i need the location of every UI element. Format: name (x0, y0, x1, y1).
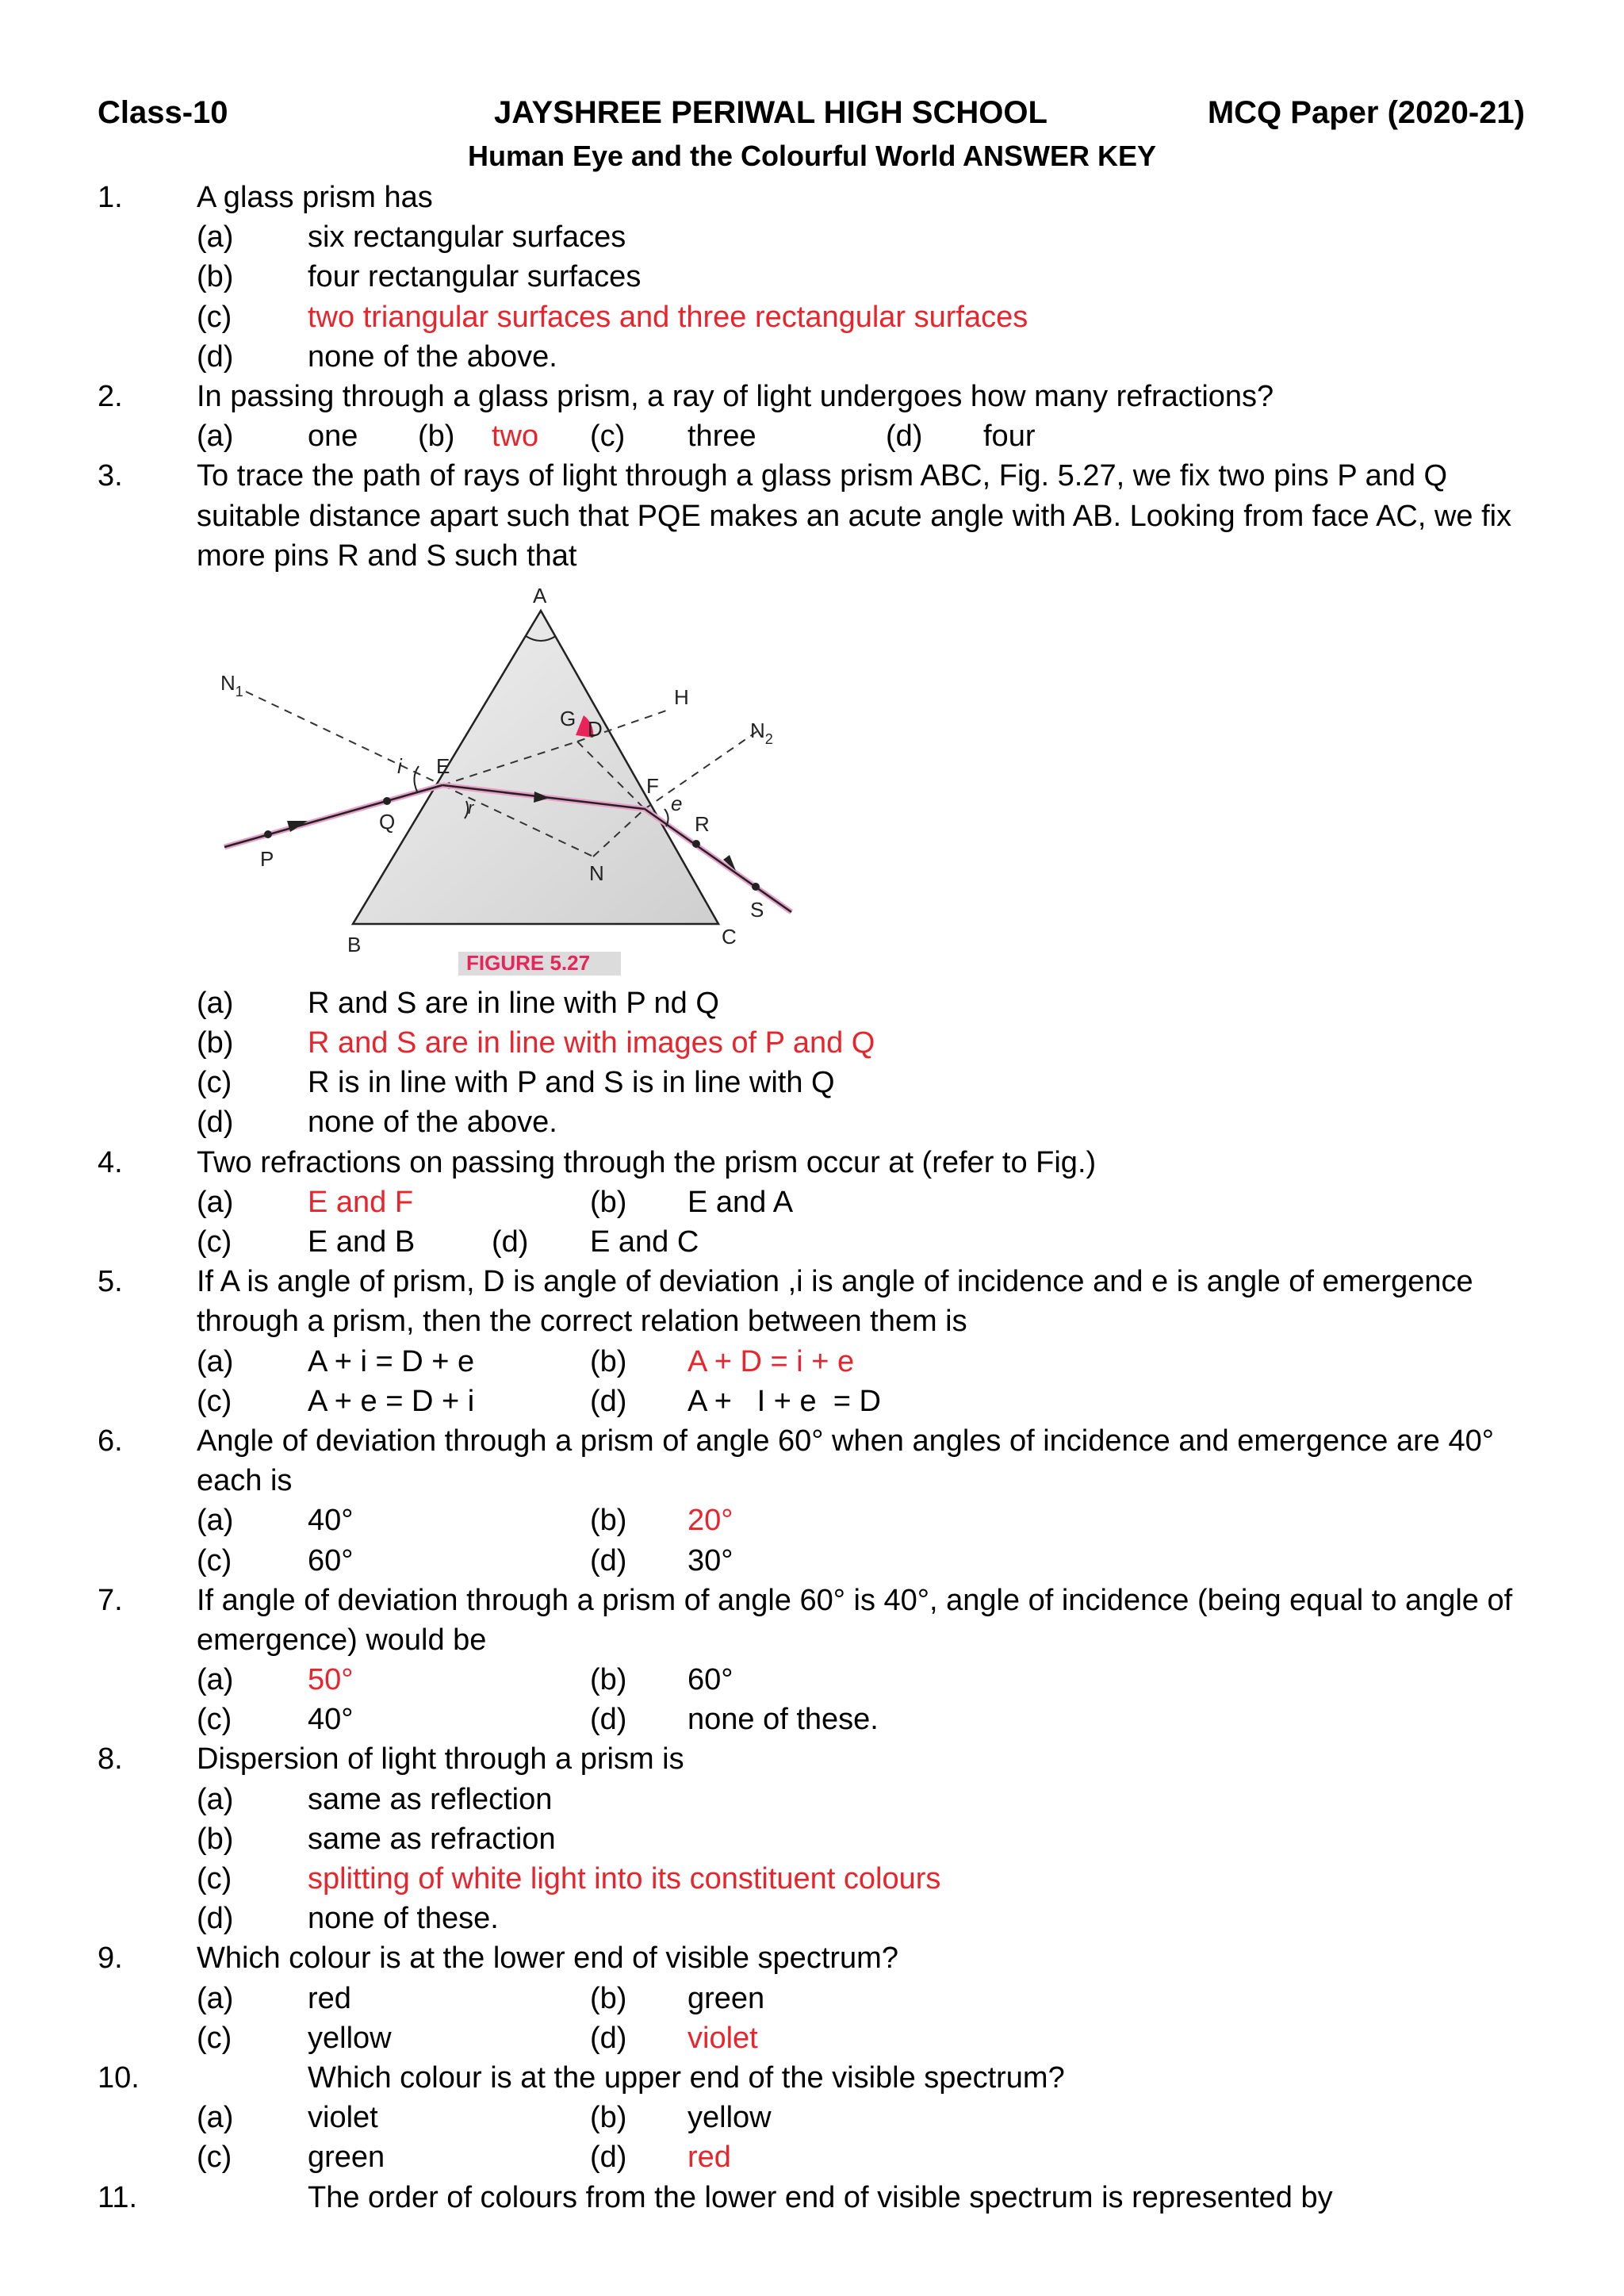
option-label: (c) (197, 1066, 232, 1100)
option-row (0, 2098, 1624, 2137)
question-text: If A is angle of prism, D is angle of deviation ,i is angle of incidence and e is angle of emergence (197, 1265, 1473, 1299)
correct-answer: red (688, 2141, 731, 2175)
question-text: emergence) would be (197, 1623, 487, 1657)
question-number: 5. (98, 1265, 123, 1299)
question-9 (0, 1938, 1624, 1978)
label-i: i (397, 753, 402, 778)
option-row (0, 2137, 1624, 2177)
option-row (0, 1819, 1624, 1859)
page-subtitle: Human Eye and the Colourful World ANSWER KEY (467, 140, 1157, 172)
option-text: one (308, 420, 358, 454)
option-label: (b) (590, 1981, 627, 2015)
question-text-line (0, 1620, 1624, 1660)
label-r-angle: r (468, 797, 474, 818)
option-text: 60° (308, 1543, 354, 1577)
question-1 (0, 178, 1624, 217)
option-label: (d) (197, 339, 234, 374)
label-p: P (260, 846, 274, 871)
option-row (0, 1182, 1624, 1222)
label-h: H (674, 684, 689, 709)
paper-title: MCQ Paper (2020-21) (1207, 95, 1525, 130)
option-row (0, 1382, 1624, 1421)
option-text: 40° (308, 1703, 354, 1737)
question-text: more pins R and S such that (197, 539, 577, 573)
label-q: Q (379, 809, 396, 834)
option-text: none of the above. (308, 1106, 557, 1140)
option-label: (b) (197, 260, 234, 294)
option-text: violet (308, 2101, 378, 2135)
correct-answer: 20° (688, 1504, 733, 1538)
option-label: (c) (590, 420, 626, 454)
label-e-angle: e (671, 791, 683, 815)
option-row (0, 1979, 1624, 2018)
option-text: 60° (688, 1663, 733, 1697)
question-10 (0, 2058, 1624, 2098)
option-label: (b) (418, 420, 455, 454)
question-list (0, 178, 1624, 2217)
option-text: 40° (308, 1504, 354, 1538)
page-header (98, 95, 1525, 143)
question-2 (0, 377, 1624, 416)
option-text: R and S are in line with P nd Q (308, 986, 719, 1020)
option-label: (c) (197, 1225, 232, 1259)
option-text: yellow (688, 2101, 772, 2135)
question-text-line (0, 496, 1624, 536)
label-n: N (589, 861, 604, 885)
question-text: suitable distance apart such that PQE makes an acute angle with AB. Looking from face AC, we fix (197, 499, 1512, 533)
option-label: (d) (590, 1703, 627, 1737)
option-text: same as reflection (308, 1782, 553, 1816)
question-number: 3. (98, 459, 123, 493)
option-text: R is in line with P and S is in line with Q (308, 1066, 835, 1100)
option-row (0, 1541, 1624, 1581)
option-label: (a) (197, 1981, 234, 2015)
question-text: through a prism, then the correct relation between them is (197, 1305, 967, 1339)
question-number: 1. (98, 181, 123, 214)
figure-caption: FIGURE 5.27 (466, 950, 591, 975)
option-label: (a) (197, 986, 234, 1020)
label-c: C (722, 924, 737, 949)
option-text: 30° (688, 1543, 733, 1577)
option-label: (a) (197, 2101, 234, 2135)
question-text-line (0, 1301, 1624, 1341)
option-text: four (983, 420, 1036, 454)
option-row (0, 416, 1624, 456)
question-text-line (0, 536, 1624, 576)
correct-answer: two triangular surfaces and three rectangular surfaces (308, 300, 1028, 334)
school-name: JAYSHREE PERIWAL HIGH SCHOOL (494, 95, 1048, 130)
option-row (0, 257, 1624, 297)
option-text: green (308, 2141, 385, 2175)
question-text: Which colour is at the lower end of visible spectrum? (197, 1941, 898, 1976)
question-number: 8. (98, 1742, 123, 1777)
question-number: 11. (98, 2180, 138, 2214)
option-text: E and C (590, 1225, 699, 1259)
option-label: (b) (197, 1026, 234, 1060)
pin-p (264, 830, 272, 838)
option-label: (d) (197, 1106, 234, 1140)
correct-answer: splitting of white light into its constituent colours (308, 1862, 941, 1895)
option-text: yellow (308, 2021, 392, 2055)
question-number: 4. (98, 1145, 123, 1179)
option-row (0, 1899, 1624, 1938)
option-text: E and B (308, 1225, 416, 1259)
question-number: 7. (98, 1583, 123, 1617)
question-11 (0, 2178, 1624, 2217)
option-row (0, 297, 1624, 337)
question-6 (0, 1421, 1624, 1461)
option-row (0, 1700, 1624, 1739)
label-g: G (560, 706, 576, 730)
option-text: three (688, 420, 756, 454)
question-number: 2. (98, 379, 123, 413)
option-text: same as refraction (308, 1822, 556, 1856)
option-text: A + i = D + e (308, 1344, 475, 1378)
pin-s (752, 883, 760, 891)
question-text: The order of colours from the lower end of visible spectrum is represented by (308, 2180, 1333, 2214)
question-7 (0, 1581, 1624, 1620)
prism-diagram (197, 579, 799, 976)
label-n2: $N_2$ (750, 718, 773, 747)
pin-q (383, 797, 391, 805)
option-row (0, 1859, 1624, 1899)
option-label: (a) (197, 1663, 234, 1697)
pin-r (692, 840, 700, 848)
option-text: four rectangular surfaces (308, 260, 642, 294)
correct-answer: A + D = i + e (688, 1344, 855, 1378)
option-label: (b) (590, 1504, 627, 1538)
option-text: none of the above. (308, 339, 557, 374)
correct-answer: 50° (308, 1663, 354, 1697)
option-label: (b) (590, 2101, 627, 2135)
option-row (0, 1063, 1624, 1102)
option-label: (a) (197, 1504, 234, 1538)
label-b: B (347, 932, 362, 956)
question-4 (0, 1143, 1624, 1182)
correct-answer: E and F (308, 1185, 414, 1219)
label-d: D (588, 716, 603, 741)
question-text: In passing through a glass prism, a ray of light undergoes how many refractions? (197, 379, 1274, 413)
correct-answer: violet (688, 2021, 758, 2055)
option-label: (b) (590, 1185, 627, 1219)
option-row (0, 1501, 1624, 1540)
option-label: (b) (197, 1822, 234, 1856)
option-text: none of these. (308, 1902, 499, 1936)
option-label: (c) (197, 1703, 232, 1737)
question-5 (0, 1262, 1624, 1301)
label-a: A (533, 583, 547, 608)
option-label: (c) (197, 2021, 232, 2055)
question-text: Angle of deviation through a prism of angle 60° when angles of incidence and emergence are 40° (197, 1424, 1494, 1458)
option-text: red (308, 1981, 351, 2015)
option-row (0, 1023, 1624, 1063)
question-text-line (0, 1461, 1624, 1501)
option-label: (d) (197, 1902, 234, 1936)
option-label: (c) (197, 2141, 232, 2175)
question-text: If angle of deviation through a prism of angle 60° is 40°, angle of incidence (being equal to angle of (197, 1583, 1513, 1617)
option-label: (a) (197, 220, 234, 255)
option-label: (a) (197, 1344, 234, 1378)
question-text: To trace the path of rays of light through a glass prism ABC, Fig. 5.27, we fix two pins P and Q (197, 459, 1448, 493)
option-row (0, 337, 1624, 377)
option-label: (b) (590, 1344, 627, 1378)
option-row (0, 1780, 1624, 1819)
correct-answer: R and S are in line with images of P and Q (308, 1026, 875, 1060)
class-label: Class-10 (98, 95, 228, 130)
option-row (0, 217, 1624, 257)
question-text: each is (197, 1464, 293, 1498)
option-row (0, 1660, 1624, 1700)
label-s: S (750, 897, 764, 922)
option-label: (d) (590, 1384, 627, 1418)
option-row (0, 983, 1624, 1023)
question-number: 6. (98, 1424, 123, 1458)
option-label: (d) (492, 1225, 529, 1259)
option-text: E and A (688, 1185, 794, 1219)
option-label: (d) (590, 2021, 627, 2055)
option-label: (c) (197, 300, 232, 334)
option-row (0, 2018, 1624, 2058)
option-row (0, 1342, 1624, 1382)
option-text: green (688, 1981, 765, 2015)
option-label: (d) (590, 1543, 627, 1577)
question-text: Two refractions on passing through the prism occur at (refer to Fig.) (197, 1145, 1097, 1179)
option-text: A + I + e = D (688, 1384, 881, 1418)
option-label: (c) (197, 1862, 232, 1895)
question-3 (0, 456, 1624, 496)
prism-figure (0, 576, 1624, 983)
option-text: none of these. (688, 1703, 879, 1737)
option-row (0, 1102, 1624, 1142)
correct-answer: two (492, 420, 539, 454)
label-r: R (695, 811, 710, 836)
option-text: A + e = D + i (308, 1384, 475, 1418)
question-8 (0, 1739, 1624, 1779)
option-label: (c) (197, 1543, 232, 1577)
option-text: six rectangular surfaces (308, 220, 626, 255)
label-n1: $N_1$ (220, 670, 243, 700)
option-label: (c) (197, 1384, 232, 1418)
question-number: 9. (98, 1941, 123, 1976)
question-text: Which colour is at the upper end of the visible spectrum? (308, 2060, 1065, 2095)
question-number: 10. (98, 2060, 140, 2095)
option-label: (d) (590, 2141, 627, 2175)
option-label: (b) (590, 1663, 627, 1697)
option-label: (d) (886, 420, 923, 454)
label-f: F (646, 773, 659, 798)
option-label: (a) (197, 420, 234, 454)
question-text: A glass prism has (197, 181, 433, 214)
question-text: Dispersion of light through a prism is (197, 1742, 684, 1777)
option-label: (a) (197, 1782, 234, 1816)
option-row (0, 1222, 1624, 1262)
option-label: (a) (197, 1185, 234, 1219)
label-e: E (436, 753, 450, 778)
